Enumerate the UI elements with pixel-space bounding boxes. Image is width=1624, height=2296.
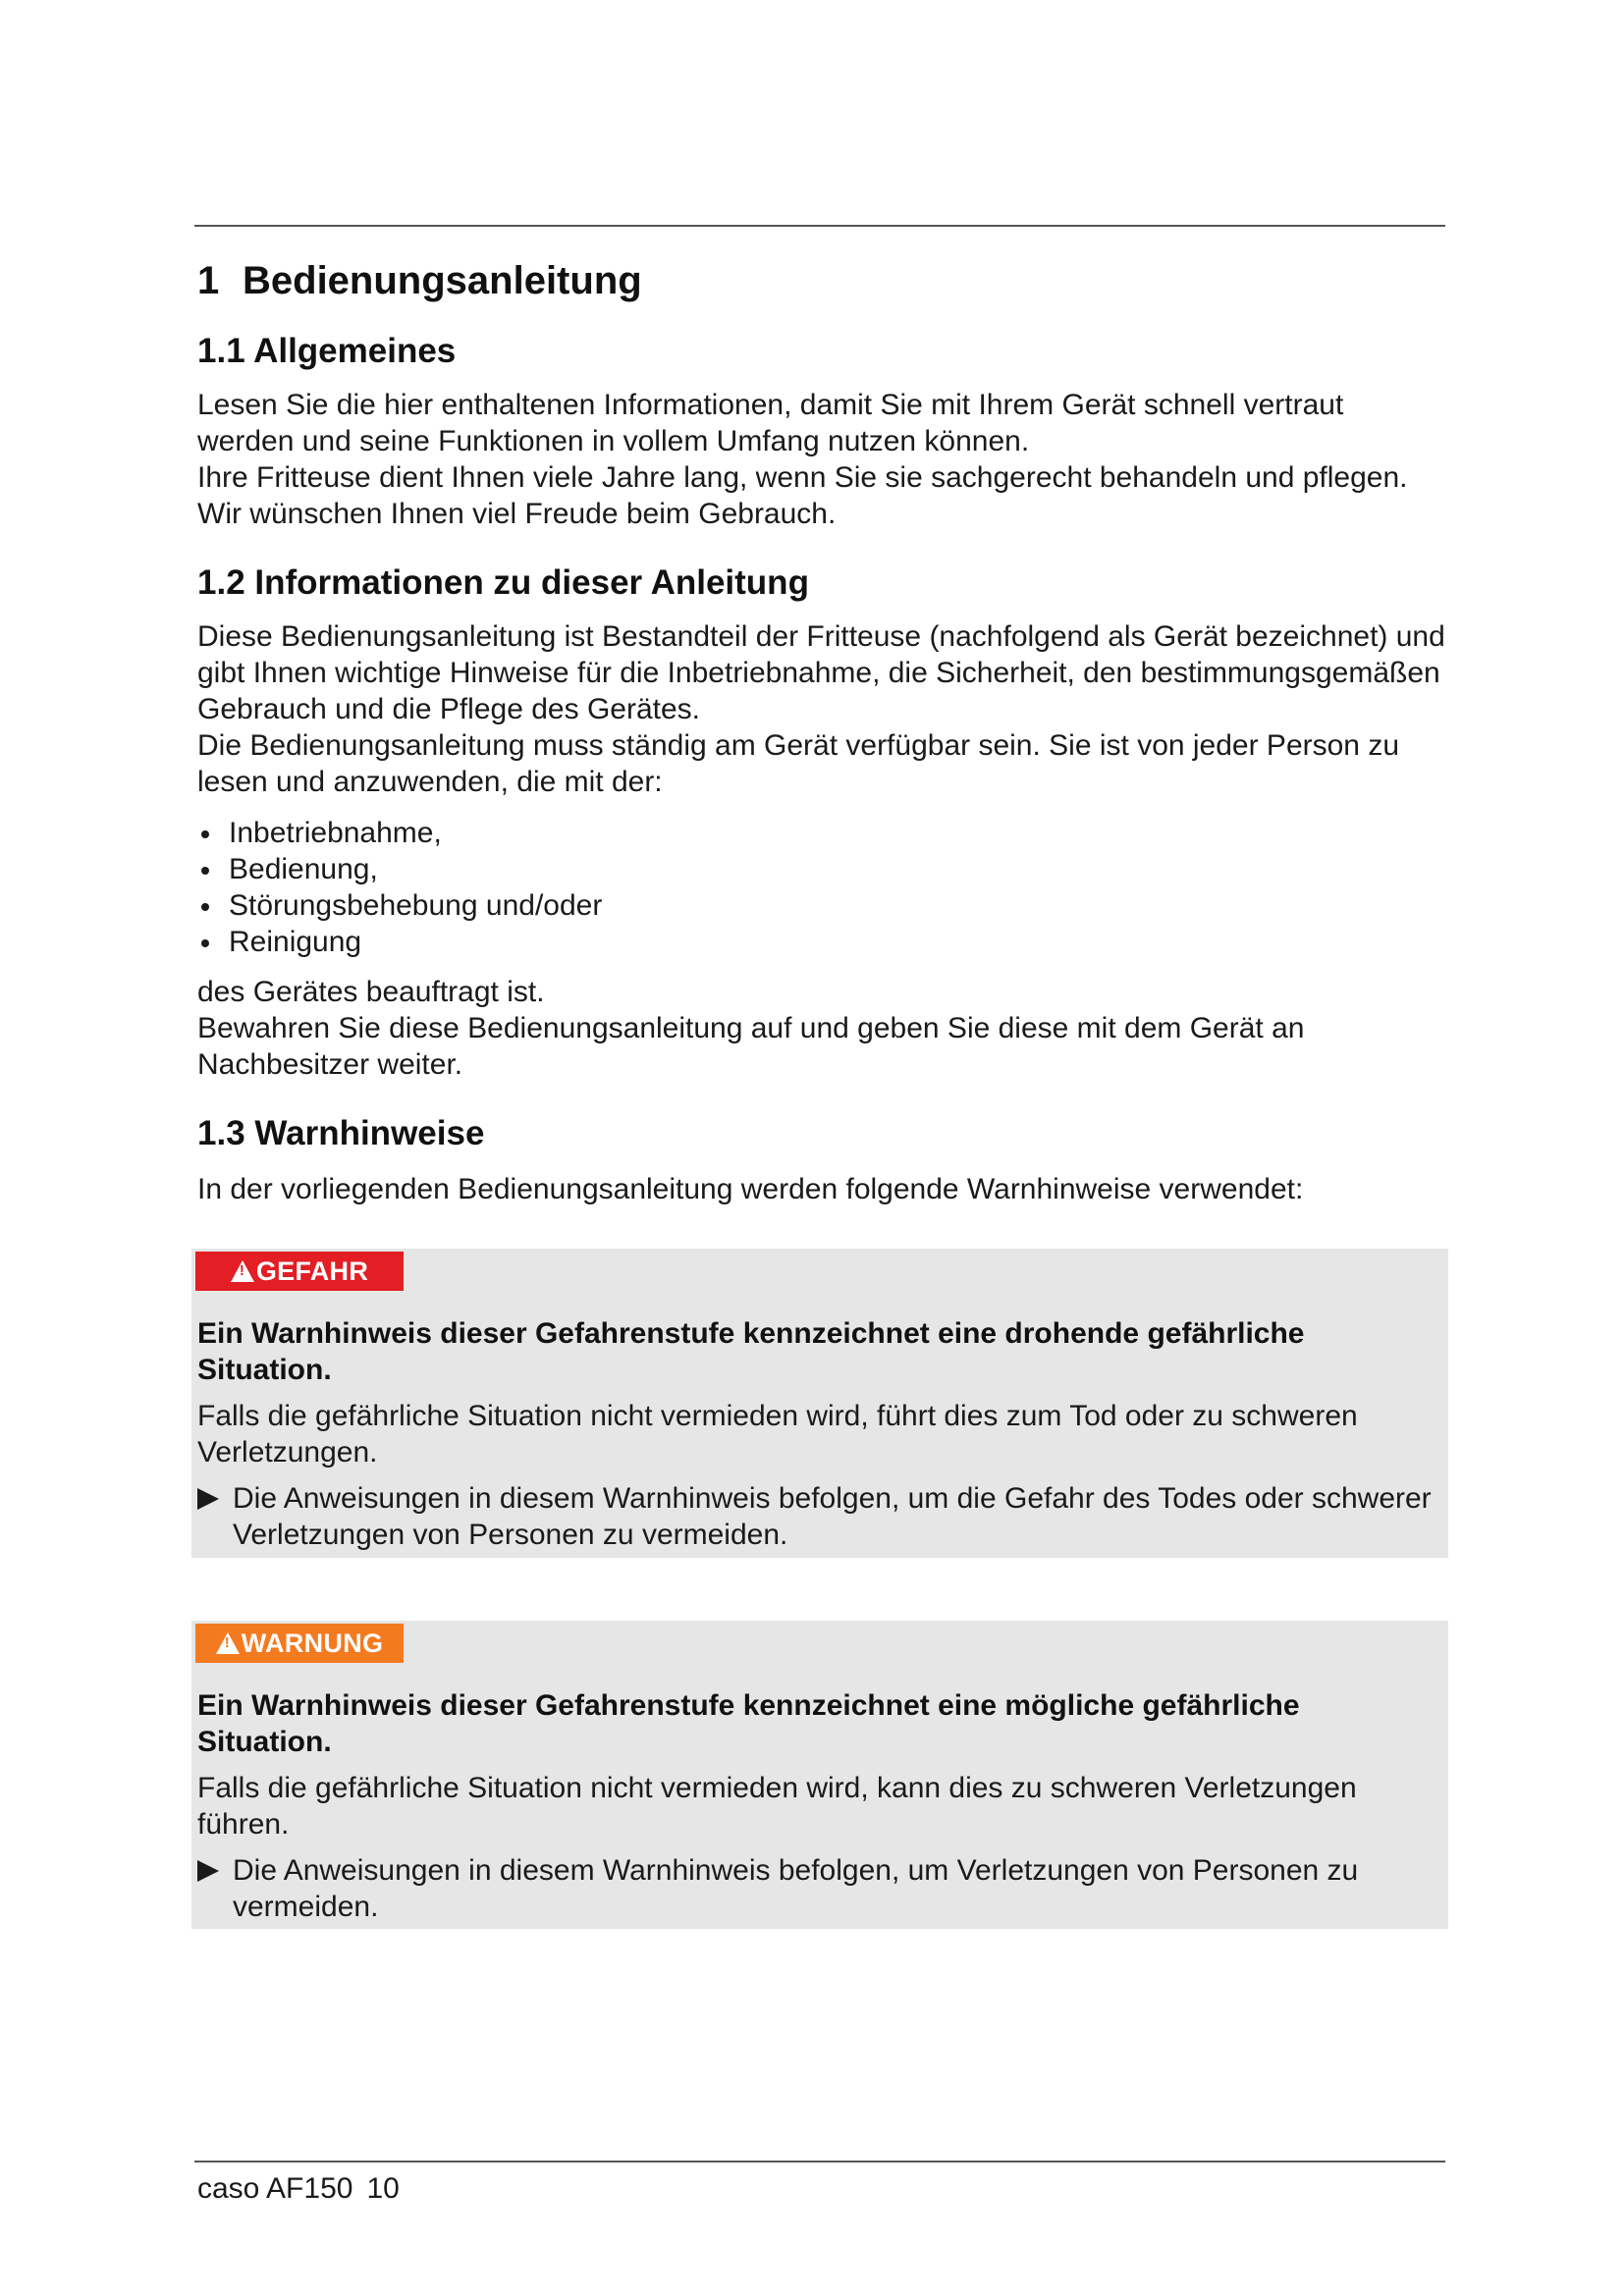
warning-headline: Ein Warnhinweis dieser Gefahrenstufe kennzeichnet eine mögliche gefährliche Situation.: [197, 1689, 1300, 1758]
warning-headline: Ein Warnhinweis dieser Gefahrenstufe kennzeichnet eine drohende gefährliche Situation.: [197, 1317, 1305, 1386]
chapter-number: 1: [197, 259, 220, 302]
danger-warning-box: [191, 1249, 1448, 1558]
page-number: 10: [366, 2172, 400, 2205]
warnung-warning-box: [191, 1621, 1448, 1929]
section-allgemeines: [197, 328, 1446, 532]
warning-body: [197, 1687, 1436, 1925]
paragraph: des Gerätes beauftragt ist.: [197, 976, 545, 1008]
section-heading: 1.3 Warnhinweise: [197, 1114, 485, 1152]
warning-description: Falls die gefährliche Situation nicht vermieden wird, kann dies zu schweren Verletzungen führen.: [197, 1772, 1357, 1841]
chapter-heading: [197, 253, 1446, 308]
bullet-list: [197, 815, 1446, 960]
section-informationen: [197, 560, 1446, 1083]
footer-rule: [194, 2161, 1445, 2163]
paragraph: Bewahren Sie diese Bedienungsanleitung auf und geben Sie diese mit dem Gerät an Nachbesitzer weiter.: [197, 1012, 1305, 1081]
danger-badge: [195, 1252, 404, 1291]
paragraph: Ihre Fritteuse dient Ihnen viele Jahre lang, wenn Sie sie sachgerecht behandeln und pflegen. Wir wünschen Ihnen viel Freude beim Gebrauch.: [197, 461, 1408, 530]
paragraph: Lesen Sie die hier enthaltenen Informationen, damit Sie mit Ihrem Gerät schnell vertraut werden und seine Funktionen in vollem Umfang nutzen können.: [197, 389, 1344, 457]
warning-body: [197, 1315, 1436, 1553]
paragraph: In der vorliegenden Bedienungsanleitung werden folgende Warnhinweise verwendet:: [197, 1173, 1304, 1205]
section-body: [197, 387, 1446, 532]
section-body: [197, 618, 1446, 1083]
footer-product: caso AF150: [197, 2172, 353, 2205]
section-body: [197, 1171, 1446, 1207]
warning-triangle-icon: [231, 1260, 254, 1282]
badge-label: WARNUNG: [241, 1629, 384, 1658]
warning-action: [197, 1852, 1436, 1925]
bullet-item: Reinigung: [197, 924, 1446, 960]
main-content: [197, 253, 1446, 1207]
section-warnhinweise: [197, 1110, 1446, 1207]
page-footer: [197, 2169, 400, 2209]
bullet-item: Bedienung,: [197, 851, 1446, 887]
header-rule: [194, 225, 1445, 227]
warning-triangle-icon: [216, 1632, 240, 1654]
bullet-item: Störungsbehebung und/oder: [197, 887, 1446, 924]
section-heading: 1.1 Allgemeines: [197, 332, 457, 370]
warnung-badge: [195, 1624, 404, 1663]
paragraph: Die Bedienungsanleitung muss ständig am Gerät verfügbar sein. Sie ist von jeder Person zu lesen und anzuwenden, die mit der:: [197, 729, 1400, 798]
chapter-title: Bedienungsanleitung: [243, 259, 642, 302]
arrow-right-icon: [197, 1488, 219, 1510]
warning-description: Falls die gefährliche Situation nicht vermieden wird, führt dies zum Tod oder zu schweren Verletzungen.: [197, 1400, 1358, 1468]
warning-action-text: Die Anweisungen in diesem Warnhinweis befolgen, um Verletzungen von Personen zu vermeiden.: [233, 1854, 1359, 1923]
bullet-item: Inbetriebnahme,: [197, 815, 1446, 851]
paragraph: Diese Bedienungsanleitung ist Bestandteil der Fritteuse (nachfolgend als Gerät bezeichnet) und gibt Ihnen wichtige Hinweise für die Inbetriebnahme, die Sicherheit, den bestimmungsgemäßen Gebrauch und die Pflege des Gerätes.: [197, 620, 1445, 725]
section-heading: 1.2 Informationen zu dieser Anleitung: [197, 563, 809, 602]
badge-label: GEFAHR: [255, 1256, 369, 1286]
warning-action: [197, 1480, 1436, 1553]
warning-action-text: Die Anweisungen in diesem Warnhinweis befolgen, um die Gefahr des Todes oder schwerer Verletzungen von Personen zu vermeiden.: [233, 1482, 1432, 1551]
arrow-right-icon: [197, 1860, 219, 1882]
